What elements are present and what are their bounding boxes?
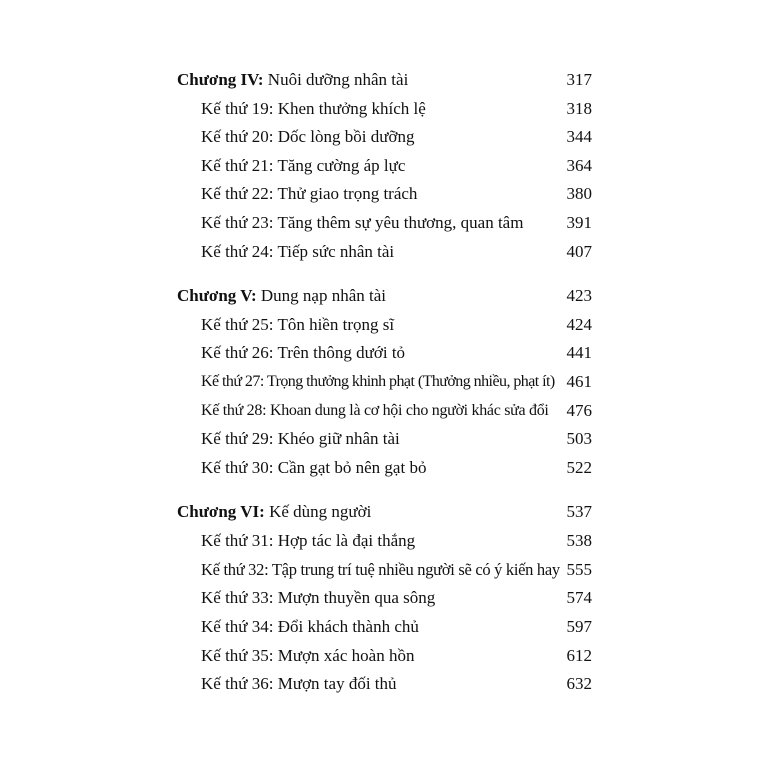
entry-label: Kế thứ 23: xyxy=(201,213,274,232)
entry-page-number: 597 xyxy=(566,617,592,636)
entry-label: Kế thứ 19: xyxy=(201,99,274,118)
entry-page-number: 555 xyxy=(566,560,592,579)
chapter-heading xyxy=(177,66,408,94)
toc-entry xyxy=(201,152,405,180)
entry-label: Kế thứ 33: xyxy=(201,588,274,607)
toc-entry xyxy=(201,339,405,367)
entry-label: Kế thứ 26: xyxy=(201,343,274,362)
chapter-heading xyxy=(177,282,386,310)
chapter-title: Dung nạp nhân tài xyxy=(260,286,386,305)
entry-page-number: 574 xyxy=(566,588,592,607)
entry-label: Kế thứ 32: xyxy=(201,560,269,579)
toc-entry xyxy=(201,527,415,555)
entry-page-number: 632 xyxy=(566,674,592,693)
entry-page-number: 424 xyxy=(566,315,592,334)
entry-page-number: 503 xyxy=(566,429,592,448)
entry-title: Tiếp sức nhân tài xyxy=(277,242,395,261)
entry-page-number: 441 xyxy=(566,343,592,362)
entry-title: Tập trung trí tuệ nhiều người sẽ có ý kiến hay xyxy=(271,560,560,579)
entry-title: Mượn xác hoàn hồn xyxy=(277,646,415,665)
chapter-title: Kế dùng người xyxy=(269,502,372,521)
entry-label: Kế thứ 31: xyxy=(201,531,274,550)
toc-entry xyxy=(201,311,394,339)
entry-page-number: 364 xyxy=(566,156,592,175)
entry-page-number: 522 xyxy=(566,458,592,477)
chapter-label: Chương V: xyxy=(177,286,257,305)
toc-entry xyxy=(201,613,419,641)
entry-page-number: 538 xyxy=(566,531,592,550)
entry-title: Đổi khách thành chủ xyxy=(277,617,419,636)
entry-title: Mượn tay đối thủ xyxy=(277,674,397,693)
entry-page-number: 318 xyxy=(566,99,592,118)
chapter-label: Chương IV: xyxy=(177,70,264,89)
entry-label: Kế thứ 27: xyxy=(201,373,264,390)
toc-entry xyxy=(201,180,417,208)
entry-label: Kế thứ 20: xyxy=(201,127,274,146)
entry-title: Trên thông dưới tỏ xyxy=(277,343,406,362)
chapter-heading xyxy=(177,498,371,526)
chapter-page-number: 317 xyxy=(566,70,592,89)
entry-label: Kế thứ 36: xyxy=(201,674,274,693)
chapter-page-number: 423 xyxy=(566,286,592,305)
toc-entry xyxy=(201,454,426,482)
entry-label: Kế thứ 34: xyxy=(201,617,274,636)
toc-entry xyxy=(201,95,426,123)
entry-page-number: 476 xyxy=(566,401,592,420)
entry-label: Kế thứ 24: xyxy=(201,242,274,261)
entry-title: Mượn thuyền qua sông xyxy=(277,588,436,607)
chapter-label: Chương VI: xyxy=(177,502,265,521)
toc-entry xyxy=(201,209,523,237)
toc-entry xyxy=(201,670,397,698)
entry-label: Kế thứ 30: xyxy=(201,458,274,477)
toc-entry xyxy=(201,425,400,453)
toc-entry xyxy=(201,123,414,151)
entry-title: Khoan dung là cơ hội cho người khác sửa đổi xyxy=(269,402,549,419)
chapter-title: Nuôi dưỡng nhân tài xyxy=(267,70,409,89)
entry-title: Tôn hiền trọng sĩ xyxy=(277,315,395,334)
entry-title: Dốc lòng bồi dưỡng xyxy=(277,127,415,146)
entry-label: Kế thứ 29: xyxy=(201,429,274,448)
entry-page-number: 391 xyxy=(566,213,592,232)
chapter-page-number: 537 xyxy=(566,502,592,521)
entry-label: Kế thứ 25: xyxy=(201,315,274,334)
entry-page-number: 461 xyxy=(566,372,592,391)
entry-title: Hợp tác là đại thắng xyxy=(277,531,416,550)
entry-page-number: 612 xyxy=(566,646,592,665)
toc-entry xyxy=(201,368,555,396)
entry-title: Khéo giữ nhân tài xyxy=(277,429,400,448)
entry-label: Kế thứ 21: xyxy=(201,156,274,175)
toc-entry xyxy=(201,584,435,612)
entry-title: Trọng thưởng khinh phạt (Thưởng nhiều, phạt ít) xyxy=(266,373,555,390)
entry-label: Kế thứ 35: xyxy=(201,646,274,665)
entry-title: Cần gạt bỏ nên gạt bỏ xyxy=(277,458,427,477)
entry-title: Tăng thêm sự yêu thương, quan tâm xyxy=(277,213,524,232)
entry-page-number: 344 xyxy=(566,127,592,146)
toc-entry xyxy=(201,642,414,670)
toc-entry xyxy=(201,556,560,584)
entry-page-number: 407 xyxy=(566,242,592,261)
entry-title: Thử giao trọng trách xyxy=(277,184,418,203)
toc-entry xyxy=(201,238,394,266)
entry-label: Kế thứ 28: xyxy=(201,402,267,419)
entry-title: Tăng cường áp lực xyxy=(277,156,406,175)
entry-label: Kế thứ 22: xyxy=(201,184,274,203)
entry-title: Khen thưởng khích lệ xyxy=(277,99,426,118)
entry-page-number: 380 xyxy=(566,184,592,203)
toc-entry xyxy=(201,397,549,425)
